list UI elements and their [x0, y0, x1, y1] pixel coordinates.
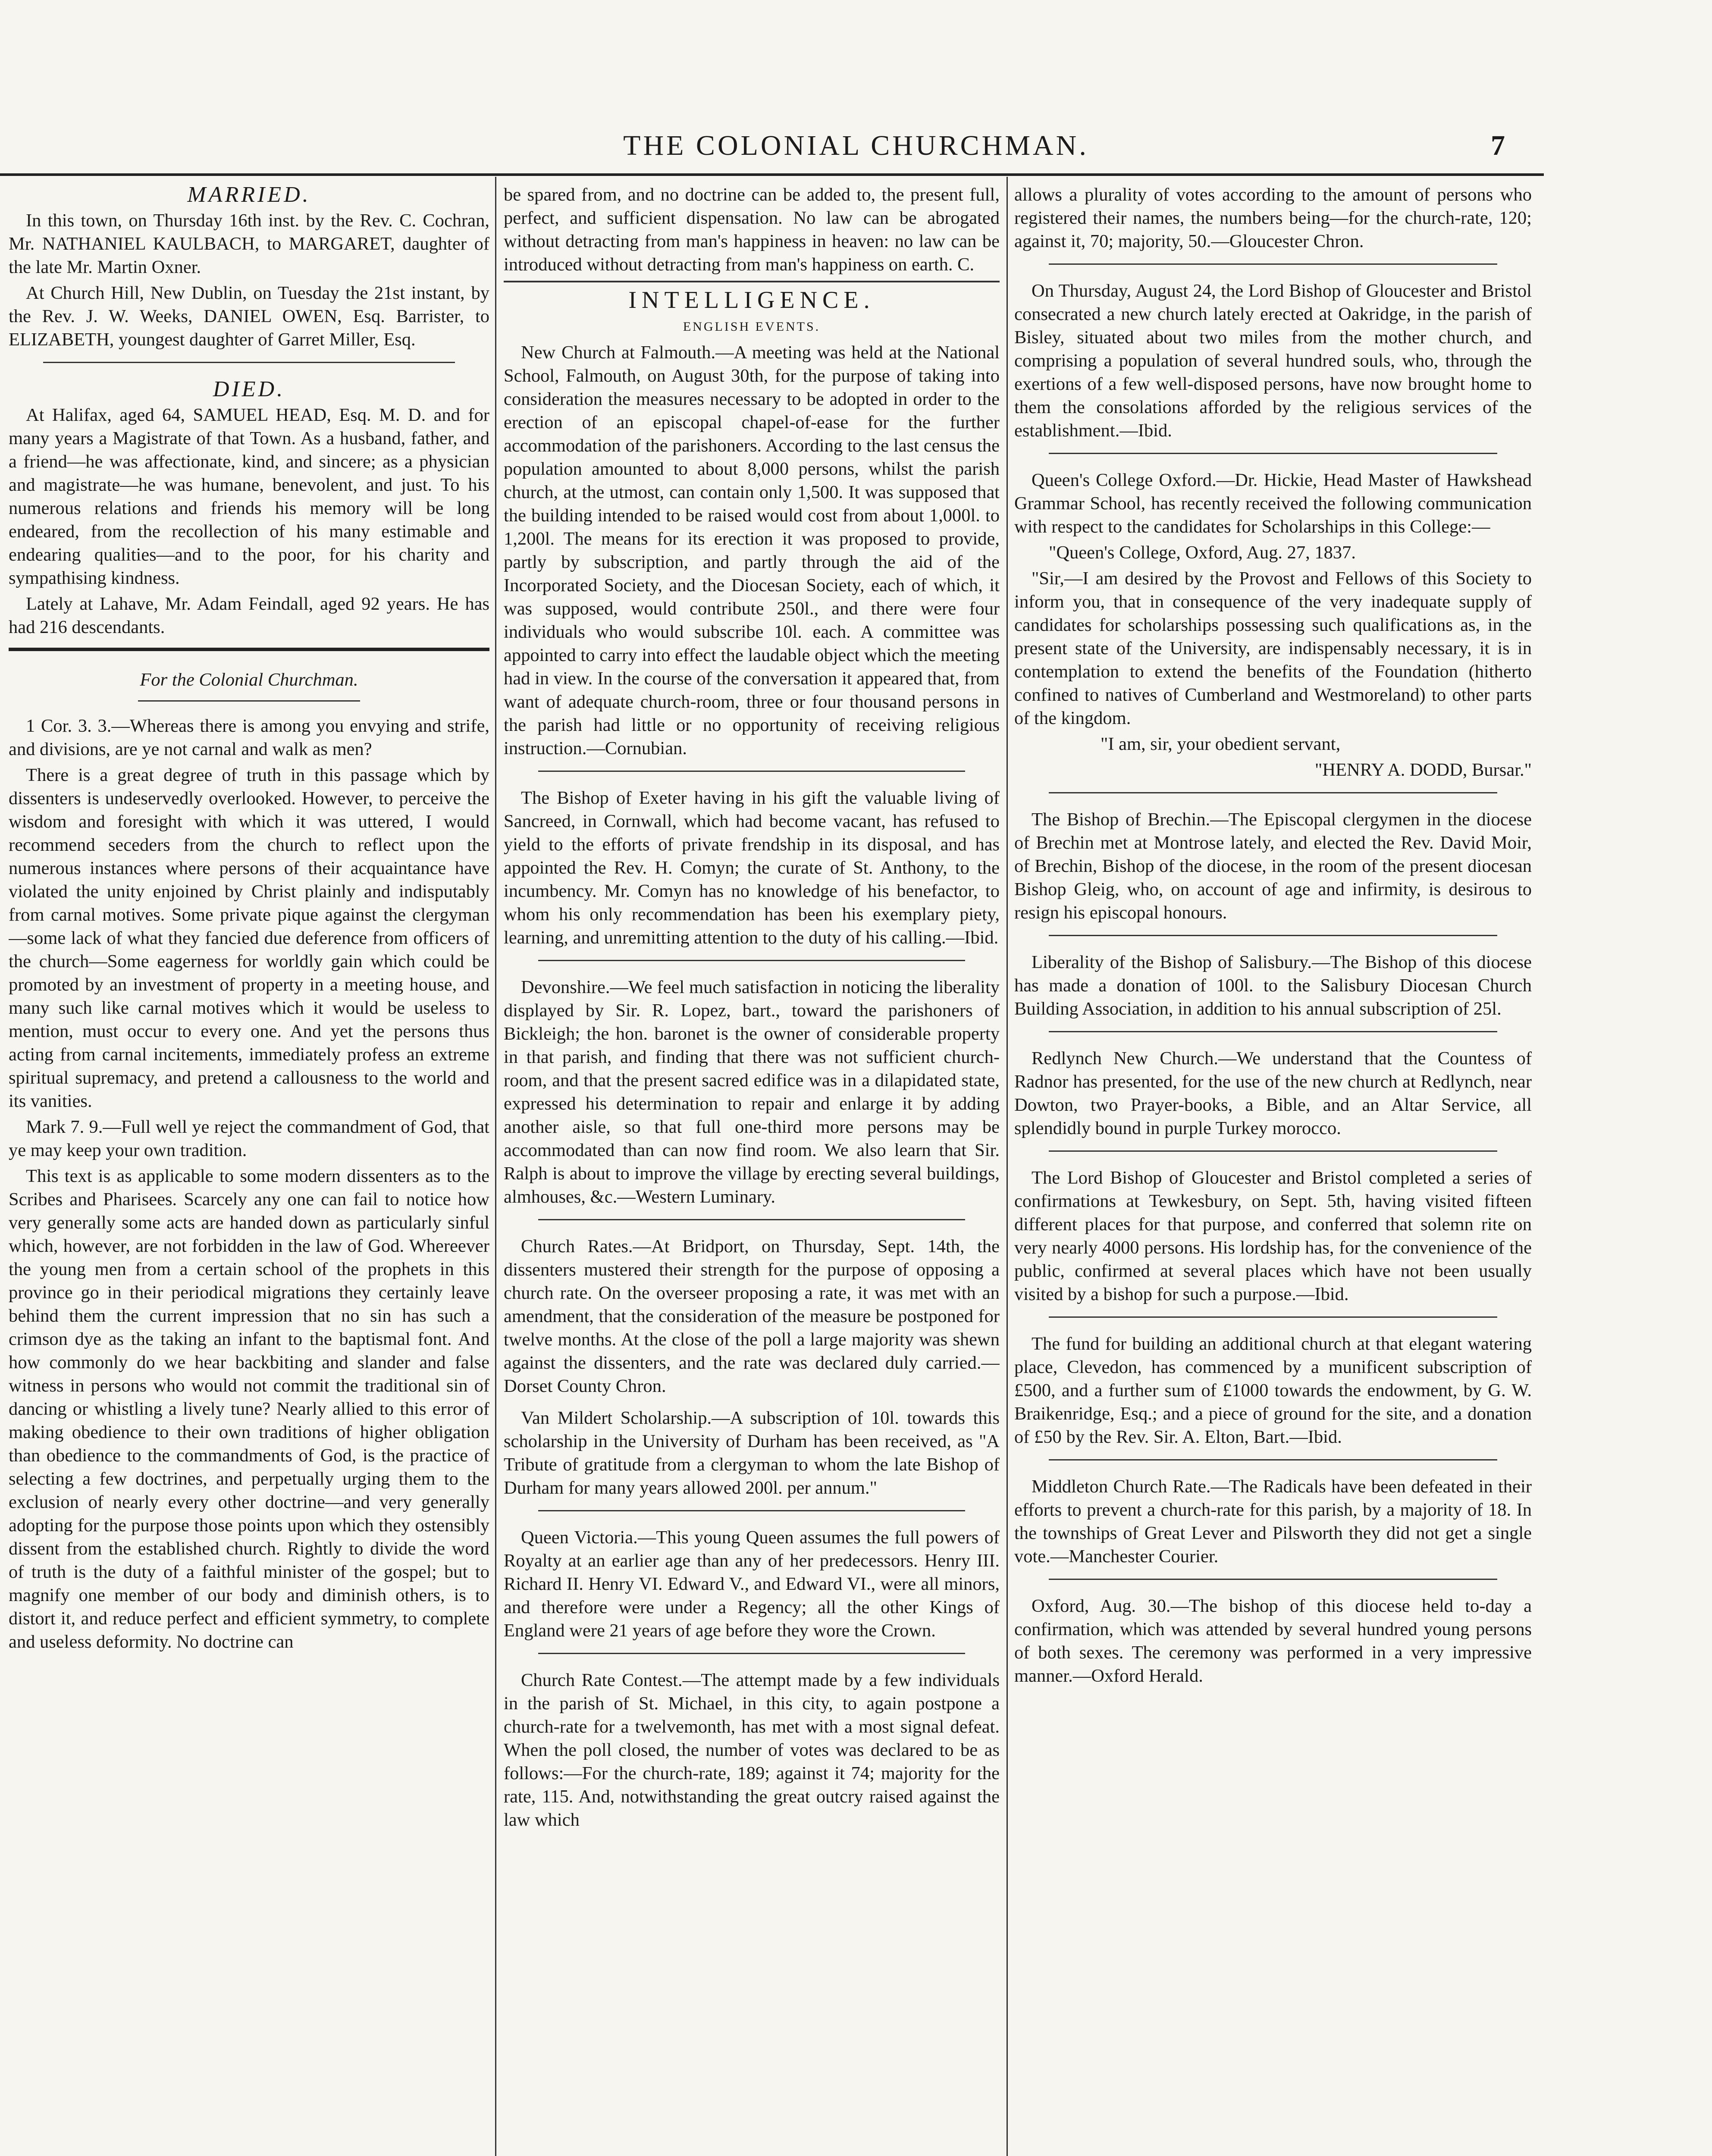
died-heading: DIED.	[213, 377, 285, 401]
section-rule	[504, 281, 1000, 282]
section-rule	[1049, 935, 1497, 936]
letter-body: "Sir,—I am desired by the Provost and Fellows of this Society to inform you, that in consequence of the very inadequate supply of candidates for scholarships possessing such qualifications as, in the present state of the University, are indispensably necessary, it is in contemplation to extend the benefits of the Foundation (hitherto confined to natives of Cumberland and Westmoreland) to other parts of the kingdom.	[1014, 568, 1532, 728]
article-paragraph: There is a great degree of truth in this passage which by dissenters is undeservedly overlooked. However, to perceive the wisdom and foresight with which it was uttered, I would recommend seceders from the church to reflect upon the numerous instances where persons of their acquaintance have violated the unity enjoined by Christ plainly and indisputably from carnal motives. Some private pique against the clergyman—some lack of what they fancied due deference from officers of the church—Some eagerness for worldly gain which could be promoted by an investment of property in a meeting house, and many such like carnal motives which it would be useless to mention, must occur to every one. And yet the persons thus acting from carnal incitements, immediately profess an extreme spiritual supremacy, and pretend a callousness to the world and its vanities.	[9, 765, 489, 1111]
correspondence-heading: For the Colonial Churchman.	[140, 670, 358, 690]
section-rule	[138, 700, 360, 702]
article-paragraph: allows a plurality of votes according to the amount of persons who registered their names, the numbers being—for the church-rate, 120; against it, 70; majority, 50.—Gloucester Chron.	[1014, 185, 1532, 251]
news-item: Queen Victoria.—This young Queen assumes the full powers of Royalty at an earlier age than any of her predecessors. Henry III. Richard II. Henry VI. Edward V., and Edward VI., were all minors, and therefore were under a Regency; all the other Kings of England were 21 years of age before they wore the Crown.	[504, 1527, 1000, 1641]
header-rule	[0, 173, 1544, 176]
section-rule	[1049, 1579, 1497, 1580]
section-rule	[1049, 792, 1497, 793]
section-rule	[538, 771, 965, 772]
letter-closing: "I am, sir, your obedient servant,	[1101, 734, 1341, 754]
column-divider	[1007, 177, 1008, 2156]
section-rule	[1049, 1316, 1497, 1318]
news-item: Van Mildert Scholarship.—A subscription of 10l. towards this scholarship in the University of Durham has been received, as "A Tribute of gratitude from a clergyman to whom the late Bishop of Durham for many years allowed 200l. per annum."	[504, 1408, 1000, 1498]
article-paragraph: 1 Cor. 3. 3.—Whereas there is among you envying and strife, and divisions, are ye not carnal and walk as men?	[9, 716, 489, 759]
section-rule	[9, 648, 489, 651]
married-notice: In this town, on Thursday 16th inst. by the Rev. C. Cochran, Mr. NATHANIEL KAULBACH, to MARGARET, daughter of the late Mr. Martin Oxner.	[9, 210, 489, 277]
news-item: Queen's College Oxford.—Dr. Hickie, Head Master of Hawkshead Grammar School, has recently received the following communication with respect to the candidates for Scholarships in this College:—	[1014, 470, 1532, 537]
section-rule	[1049, 263, 1497, 265]
column-left	[9, 183, 489, 2156]
news-item: The Bishop of Brechin.—The Episcopal clergymen in the diocese of Brechin met at Montrose lately, and elected the Rev. David Moir, of Brechin, Bishop of the diocese, in the room of the present diocesan Bishop Gleig, who, on account of age and infirmity, is desirous to resign his episcopal honours.	[1014, 809, 1532, 923]
obituary-notice: Lately at Lahave, Mr. Adam Feindall, aged 92 years. He has had 216 descendants.	[9, 594, 489, 637]
news-item: Devonshire.—We feel much satisfaction in noticing the liberality displayed by Sir. R. Lopez, bart., toward the parishoners of Bickleigh; the hon. baronet is the owner of considerable property in that parish, and finding that there was not sufficient church-room, and that the present sacred edifice was in a dilapidated state, expressed his determination to repair and enlarge it by adding another aisle, so that full one-third more persons may be accommodated than can now find room. We also learn that Sir. Ralph is about to improve the village by erecting several buildings, almhouses, &c.—Western Luminary.	[504, 977, 1000, 1207]
section-rule	[538, 960, 965, 961]
obituary-notice: At Halifax, aged 64, SAMUEL HEAD, Esq. M. D. and for many years a Magistrate of that Town. As a husband, father, and a friend—he was affectionate, kind, and sincere; as a physician and magistrate—he was humane, benevolent, and just. To his numerous relations and friends his memory will be long endeared, from the recollection of his many estimable and endearing qualities—and to the poor, for his charity and sympathising kindness.	[9, 405, 489, 588]
letter-signature: "HENRY A. DODD, Bursar."	[1315, 760, 1532, 780]
news-item: Church Rate Contest.—The attempt made by a few individuals in the parish of St. Michael, in this city, to again postpone a church-rate for a twelvemonth, has met with a most signal defeat. When the poll closed, the number of votes was declared to be as follows:—For the church-rate, 189; against it 74; majority for the rate, 115. And, notwithstanding the great outcry raised against the law which	[504, 1670, 1000, 1830]
page-number: 7	[1491, 130, 1505, 161]
intelligence-heading: INTELLIGENCE.	[628, 287, 875, 313]
section-rule	[538, 1653, 965, 1654]
section-rule	[43, 362, 455, 363]
news-item: On Thursday, August 24, the Lord Bishop of Gloucester and Bristol consecrated a new church lately erected at Oakridge, in the parish of Bisley, situated about two miles from the mother church, and comprising a population of several hundred souls, who, through the exertions of a few well-disposed persons, have now brought home to them the consolations afforded by the religious services of the establishment.—Ibid.	[1014, 281, 1532, 441]
column-right	[1014, 183, 1532, 2156]
section-rule	[1049, 1150, 1497, 1152]
news-item: The fund for building an additional church at that elegant watering place, Clevedon, has commenced by a munificent subscription of £500, and a further sum of £1000 towards the endowment, by G. W. Braikenridge, Esq.; and a piece of ground for the site, and a donation of £50 by the Rev. Sir. A. Elton, Bart.—Ibid.	[1014, 1334, 1532, 1447]
news-item: New Church at Falmouth.—A meeting was held at the National School, Falmouth, on August 30th, for the purpose of taking into consideration the measures necessary to be adopted in order to the erection of an episcopal chapel-of-ease for the further accommodation of the parishoners. According to the last census the population amounted to about 8,000 persons, whilst the parish church, at the utmost, can contain only 1,500. It was supposed that the building intended to be raised would cost from about 1,000l. to 1,200l. The means for its erection it was proposed to provide, partly by subscription, and partly through the aid of the Incorporated Society, and the Diocesan Society, each of which, it was supposed, would contribute 250l., and there were four individuals who would subscribe 10l. each. A committee was appointed to carry into effect the laudable object which the meeting had in view. In the course of the conversation it appeared that, from want of adequate church-room, three or four thousand persons in the parish had little or no opportunity of receiving religious instruction.—Cornubian.	[504, 342, 1000, 758]
letter-date: "Queen's College, Oxford, Aug. 27, 1837.	[1049, 542, 1356, 563]
section-rule	[1049, 1459, 1497, 1460]
news-item: Liberality of the Bishop of Salisbury.—The Bishop of this diocese has made a donation of 100l. to the Salisbury Diocesan Church Building Association, in addition to his annual subscription of 25l.	[1014, 952, 1532, 1019]
page-title: THE COLONIAL CHURCHMAN.	[623, 130, 1089, 161]
section-rule	[1049, 453, 1497, 454]
article-paragraph: Mark 7. 9.—Full well ye reject the commandment of God, that ye may keep your own tradition.	[9, 1117, 489, 1160]
news-item: Middleton Church Rate.—The Radicals have been defeated in their efforts to prevent a church-rate for this parish, by a majority of 18. In the townships of Great Lever and Pilsworth they did not get a single vote.—Manchester Courier.	[1014, 1476, 1532, 1567]
news-item: The Bishop of Exeter having in his gift the valuable living of Sancreed, in Cornwall, which had become vacant, has refused to yield to the efforts of private frendship in its disposal, and has appointed the Rev. H. Comyn; the curate of St. Anthony, to the incumbency. Mr. Comyn has no knowledge of his benefactor, to whom his only recommendation has been his exemplary piety, learning, and unremitting attention to the duty of his calling.—Ibid.	[504, 788, 1000, 948]
section-rule	[538, 1510, 965, 1511]
news-item: Church Rates.—At Bridport, on Thursday, Sept. 14th, the dissenters mustered their strength for the purpose of opposing a church rate. On the overseer proposing a rate, it was met with an amendment, that the consideration of the measure be postponed for twelve months. At the close of the poll a large majority was shewn against the dissenters, and the rate was declared duly carried.—Dorset County Chron.	[504, 1236, 1000, 1396]
news-item: Oxford, Aug. 30.—The bishop of this diocese held to-day a confirmation, which was attended by several hundred young persons of both sexes. The ceremony was performed in a very impressive manner.—Oxford Herald.	[1014, 1596, 1532, 1686]
section-rule	[538, 1219, 965, 1220]
article-paragraph: This text is as applicable to some modern dissenters as to the Scribes and Pharisees. Scarcely any one can fail to notice how very generally some acts are handed down as particularly sinful which, however, are not forbidden in the law of God. Whereever the young men from a certain school of the prophets in this province go in their periodical migrations they certainly leave behind them the current impression that no sin has such a crimson dye as the taking an infant to the baptismal font. And how commonly do we hear backbiting and slander and false witness in persons who would not commit the traditional sin of dancing or whistling a lively tune? Nearly allied to this error of making obedience to their own traditions of higher obligation than obedience to the commandments of God, is the practice of selecting a few doctrines, and perpetually urging them to the exclusion of nearly every other doctrine—and very generally adopting for the purpose those points upon which they ostensibly dissent from the established church. Rightly to divide the word of truth is the duty of a faithful minister of the gospel; but to magnify one member of our body and diminish others, is to distort it, and reduce perfect and efficient symmetry, to complete and useless deformity. No doctrine can	[9, 1166, 489, 1652]
news-item: The Lord Bishop of Gloucester and Bristol completed a series of confirmations at Tewkesbury, on Sept. 5th, having visited fifteen different places for that purpose, and conferred that solemn rite on very nearly 4000 persons. His lordship has, for the convenience of the public, confirmed at several places which have not been usually visited by a bishop for such a purpose.—Ibid.	[1014, 1168, 1532, 1304]
column-divider	[495, 177, 496, 2156]
married-heading: MARRIED.	[187, 183, 311, 207]
column-middle	[504, 183, 1000, 2156]
article-paragraph: be spared from, and no doctrine can be added to, the present full, perfect, and sufficient dispensation. No law can be abrogated without detracting from man's happiness in heaven: no law can be introduced without detracting from man's happiness on earth. C.	[504, 185, 1000, 275]
news-item: Redlynch New Church.—We understand that the Countess of Radnor has presented, for the use of the new church at Redlynch, near Dowton, two Prayer-books, a Bible, and an Altar Service, all splendidly bound in purple Turkey morocco.	[1014, 1048, 1532, 1138]
married-notice: At Church Hill, New Dublin, on Tuesday the 21st instant, by the Rev. J. W. Weeks, DANIEL OWEN, Esq. Barrister, to ELIZABETH, youngest daughter of Garret Miller, Esq.	[9, 283, 489, 350]
english-events-subheading: ENGLISH EVENTS.	[683, 320, 821, 334]
section-rule	[1049, 1031, 1497, 1032]
